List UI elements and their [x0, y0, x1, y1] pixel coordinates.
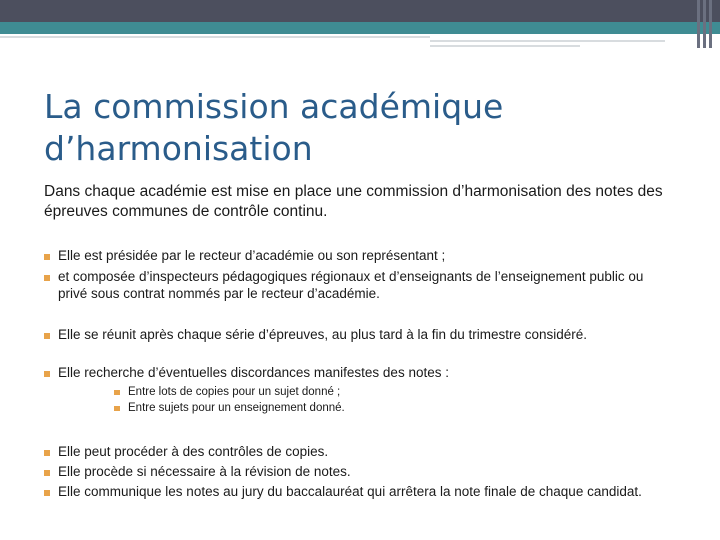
corner-stripe	[697, 0, 700, 48]
square-bullet-icon	[114, 390, 120, 395]
list-item	[44, 364, 664, 381]
sub-list-item	[114, 400, 514, 416]
corner-stripe	[709, 0, 712, 48]
square-bullet-icon	[44, 490, 50, 496]
list-item-text: Elle communique les notes au jury du baccalauréat qui arrêtera la note finale de chaque candidat.	[58, 484, 642, 499]
list-item	[44, 268, 644, 302]
list-item-text: et composée d’inspecteurs pédagogiques régionaux et d’enseignants de l’enseignement public ou privé sous contrat nommés par le recteur d’académie.	[58, 269, 644, 301]
list-item-text: Elle se réunit après chaque série d’épreuves, au plus tard à la fin du trimestre considéré.	[58, 327, 588, 342]
header-divider-line-short	[430, 45, 580, 47]
header-divider-line-right	[430, 40, 665, 42]
list-item-text: Elle est présidée par le recteur d’académie ou son représentant ;	[58, 248, 446, 263]
list-item	[44, 326, 664, 343]
square-bullet-icon	[44, 371, 50, 377]
square-bullet-icon	[44, 275, 50, 281]
square-bullet-icon	[44, 333, 50, 339]
list-item	[44, 247, 684, 264]
square-bullet-icon	[44, 254, 50, 260]
slide-title: La commission académique d’harmonisation	[44, 87, 504, 168]
list-item-text: Elle recherche d’éventuelles discordances manifestes des notes :	[58, 365, 449, 380]
list-item	[44, 463, 664, 480]
corner-stripe	[703, 0, 706, 48]
intro-paragraph: Dans chaque académie est mise en place une commission d’harmonisation des notes des épreuves communes de contrôle continu.	[44, 183, 663, 220]
header-bar	[0, 0, 720, 22]
header-divider-line	[0, 36, 430, 38]
sub-list-item-text: Entre sujets pour un enseignement donné.	[128, 402, 345, 414]
header-accent-bar	[0, 22, 720, 34]
list-item	[44, 443, 664, 460]
square-bullet-icon	[44, 470, 50, 476]
sub-list-item-text: Entre lots de copies pour un sujet donné ;	[128, 386, 341, 398]
sub-list-item	[114, 384, 514, 400]
list-item-text: Elle procède si nécessaire à la révision de notes.	[58, 464, 351, 479]
square-bullet-icon	[44, 450, 50, 456]
list-item-text: Elle peut procéder à des contrôles de copies.	[58, 444, 329, 459]
square-bullet-icon	[114, 406, 120, 411]
list-item	[44, 483, 664, 500]
